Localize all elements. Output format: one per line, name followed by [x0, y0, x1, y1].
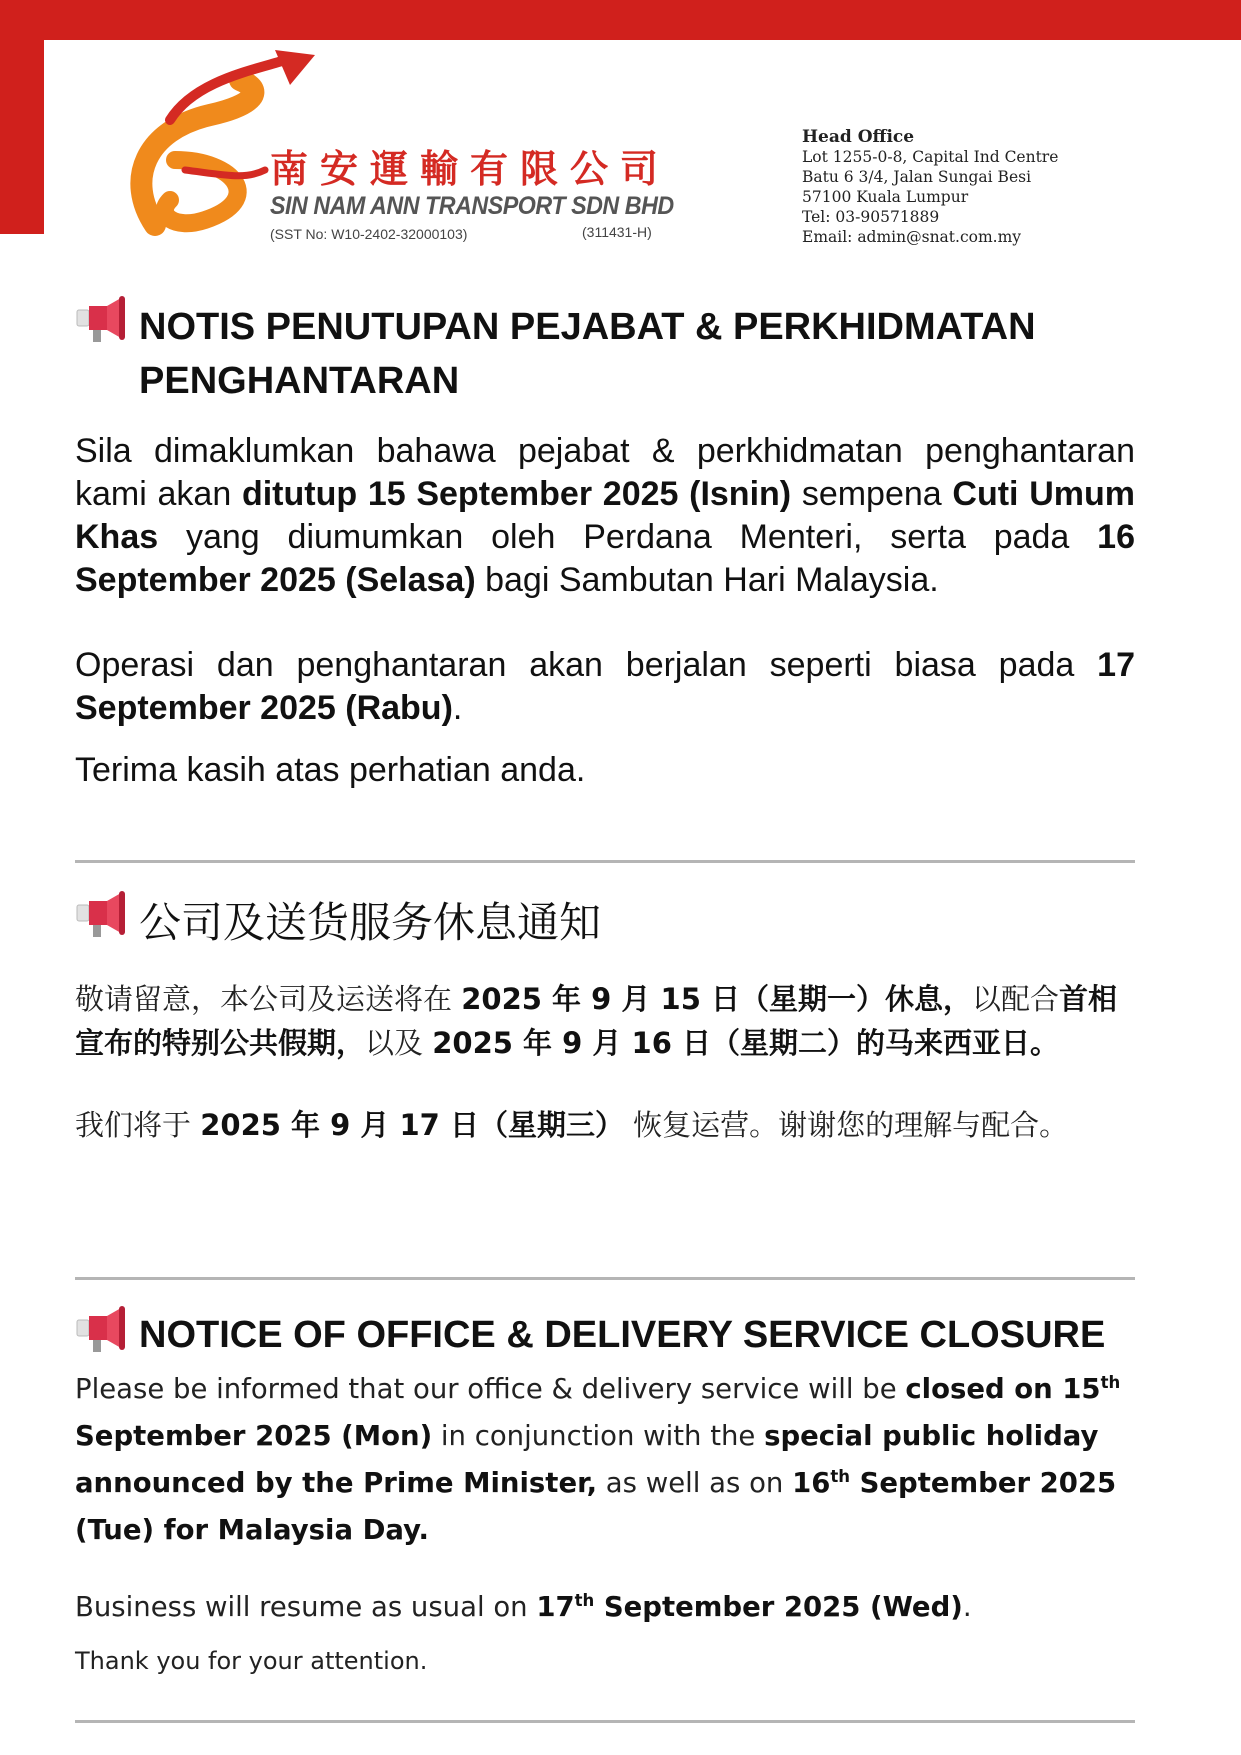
malay-notice-section — [75, 300, 1135, 792]
chinese-heading — [75, 895, 1135, 951]
head-office-block — [802, 127, 1058, 247]
english-paragraph-3: Thank you for your attention. — [75, 1647, 428, 1675]
english-paragraph-2: Business will resume as usual on 17th September 2025 (Wed). — [75, 1590, 972, 1623]
company-name-chinese: 南安運輸有限公司 — [270, 146, 671, 191]
megaphone-icon — [75, 1306, 131, 1354]
chinese-notice-section — [75, 895, 1135, 1147]
malay-title: NOTIS PENUTUPAN PEJABAT & PERKHIDMATAN PENGHANTARAN — [139, 306, 1036, 402]
malay-paragraph-3: Terima kasih atas perhatian anda. — [75, 751, 586, 789]
malay-paragraph-1: Sila dimaklumkan bahawa pejabat & perkhidmatan penghantaran kami akan ditutup 15 September 2025 (Isnin) sempena Cuti Umum Khas yang diumumkan oleh Perdana Menteri, serta pada 16 September 2025 (Selasa) bagi Sambutan Hari Malaysia. — [75, 432, 1135, 599]
left-red-bar — [0, 0, 44, 234]
chinese-paragraph-1: 敬请留意，本公司及运送将在 2025 年 9 月 15 日（星期一）休息，以配合首相宣布的特别公共假期，以及 2025 年 9 月 16 日（星期二）的马来西亚日。 — [75, 982, 1117, 1060]
english-paragraph-1: Please be informed that our office & delivery service will be closed on 15th September 2025 (Mon) in conjunction with the special public holiday announced by the Prime Minister, as well as on 16th September 2025 (Tue) for Malaysia Day. — [75, 1372, 1121, 1546]
malay-paragraph-2: Operasi dan penghantaran akan berjalan seperti biasa pada 17 September 2025 (Rabu). — [75, 646, 1135, 727]
divider — [75, 860, 1135, 863]
office-address-line: Lot 1255-0-8, Capital Ind Centre — [802, 148, 1059, 166]
sst-number: (SST No: W10-2402-32000103) — [270, 226, 468, 242]
registration-number: (311431-H) — [582, 224, 652, 240]
head-office-title: Head Office — [802, 127, 915, 147]
chinese-paragraph-2: 我们将于 2025 年 9 月 17 日（星期三） 恢复运营。谢谢您的理解与配合。 — [75, 1108, 1069, 1142]
divider — [75, 1277, 1135, 1280]
company-name-english: SIN NAM ANN TRANSPORT SDN BHD — [270, 192, 674, 220]
megaphone-icon — [75, 296, 131, 344]
chinese-title: 公司及送货服务休息通知 — [139, 898, 602, 947]
divider — [75, 1720, 1135, 1723]
english-notice-section — [75, 1310, 1135, 1675]
office-email: Email: admin@snat.com.my — [802, 228, 1022, 246]
office-phone: Tel: 03-90571889 — [802, 208, 940, 226]
malay-heading — [75, 300, 1135, 408]
english-title: NOTICE OF OFFICE & DELIVERY SERVICE CLOSURE — [139, 1314, 1106, 1356]
english-heading — [75, 1310, 1135, 1360]
megaphone-icon — [75, 891, 131, 939]
top-red-bar — [0, 0, 1241, 40]
office-address-line: 57100 Kuala Lumpur — [802, 188, 969, 206]
office-address-line: Batu 6 3/4, Jalan Sungai Besi — [802, 168, 1032, 186]
